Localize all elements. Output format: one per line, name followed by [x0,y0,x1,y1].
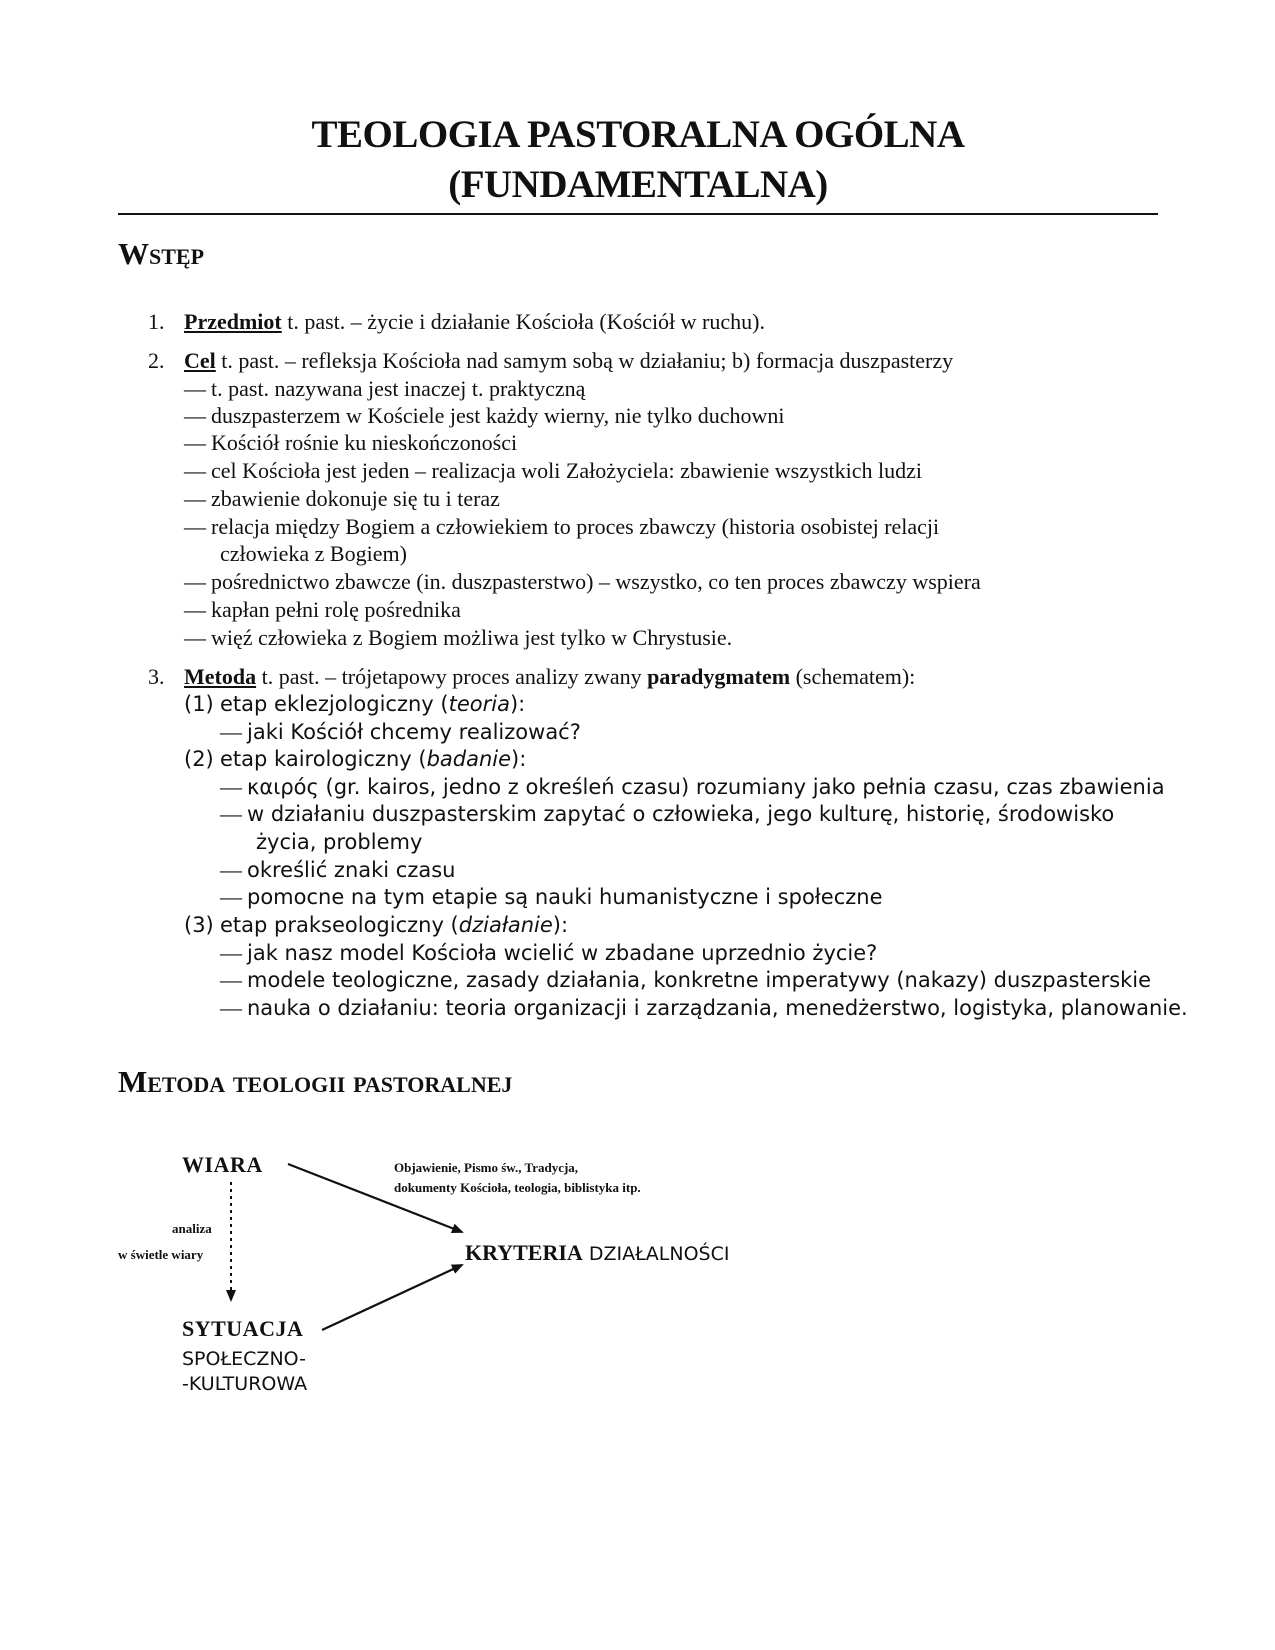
dash-bullet: — [184,376,206,401]
section-heading-intro: Wstęp [118,236,205,271]
goal-bullet: relacja między Bogiem a człowiekiem to proces zbawczy (historia osobistej relacji [211,514,940,539]
stage-3-bullet: nauka o działaniu: teoria organizacji i zarządzania, menedżerstwo, logistyka, planowanie. [247,996,1188,1020]
stage-1-text: etap eklezjologiczny ( [220,692,449,716]
list-item-goal-text: t. past. – refleksja Kościoła nad samym sobą w działaniu; b) formacja duszpasterzy [215,348,954,373]
dash-bullet: — [184,569,206,594]
goal-bullet: kapłan pełni rolę pośrednika [211,597,461,622]
stage-2-bullet-continuation: życia, problemy [256,830,423,854]
stage-label-2: (2) [184,747,214,771]
stage-label-1: (1) [184,692,214,716]
goal-bullet: zbawienie dokonuje się tu i teraz [211,486,500,511]
goal-bullet: t. past. nazywana jest inaczej t. praktyczną [211,376,586,401]
analysis-label-line2: w świetle wiary [118,1247,204,1262]
dash-bullet: — [220,967,242,992]
stage-2-bullet: określić znaki czasu [247,858,456,882]
node-faith: WIARA [182,1152,263,1177]
dash-bullet: — [184,625,206,650]
dash-bullet: — [220,940,242,965]
criteria-bold: KRYTERIA [465,1240,583,1265]
criteria-rest: DZIAŁALNOŚCI [582,1243,730,1265]
analysis-label-line1: analiza [172,1221,212,1236]
goal-bullet: cel Kościoła jest jeden – realizacja woli Założyciela: zbawienie wszystkich ludzi [211,458,923,483]
list-item-subject-text: t. past. – życie i działanie Kościoła (Kościół w ruchu). [281,309,765,334]
section-heading-method: Metoda teologii pastoralnej [118,1064,513,1099]
goal-bullet-continuation: człowieka z Bogiem) [220,541,407,566]
goal-bullet: pośrednictwo zbawcze (in. duszpasterstwo) – wszystko, co ten proces zbawczy wspiera [211,569,981,594]
list-number-2: 2. [148,348,165,373]
stage-2-bullet: καιρός (gr. kairos, jedno z określeń czasu) rozumiany jako pełnia czasu, czas zbawienia [247,775,1165,799]
stage-1-bullet: jaki Kościół chcemy realizować? [247,720,581,744]
keyword-method: Metoda [184,664,257,689]
situation-line3: -KULTUROWA [182,1373,308,1395]
stage-1-term: teoria [448,692,510,716]
stage-1-close: ): [509,692,526,716]
sources-label-line1: Objawienie, Pismo św., Tradycja, [394,1160,579,1175]
bold-term-paradigm: paradygmatem [647,664,791,689]
method-text-after: (schematem): [790,664,916,689]
stage-2-term: badanie [426,747,512,771]
dash-bullet: — [184,597,206,622]
keyword-subject: Przedmiot [184,309,282,334]
stage-3-bullet: jak nasz model Kościoła wcielić w zbadane uprzednio życie? [247,941,878,965]
dash-bullet: — [220,719,242,744]
stage-3-term: działanie [458,913,553,937]
sources-label-line2: dokumenty Kościoła, teologia, biblistyka itp. [394,1180,641,1195]
stage-2-bullet: w działaniu duszpasterskim zapytać o człowieka, jego kulturę, historię, środowisko [247,802,1115,826]
stage-3-bullet: modele teologiczne, zasady działania, konkretne imperatywy (nakazy) duszpasterskie [247,968,1152,992]
dash-bullet: — [220,995,242,1020]
stage-2-close: ): [511,747,527,771]
situation-to-criteria-arrow [322,1265,462,1330]
stage-label-3: (3) [184,913,214,937]
stage-3-close: ): [552,913,569,937]
document-title-line2: (FUNDAMENTALNA) [448,163,828,206]
dash-bullet: — [220,884,242,909]
dash-bullet: — [184,458,206,483]
dash-bullet: — [220,801,242,826]
node-criteria [465,1240,729,1267]
list-number-1: 1. [148,309,165,334]
keyword-goal: Cel [184,348,216,373]
dash-bullet: — [184,514,206,539]
situation-line2: SPOŁECZNO- [182,1348,306,1370]
dash-bullet: — [220,857,242,882]
dash-bullet: — [184,403,206,428]
stage-3-text: etap prakseologiczny ( [220,913,459,937]
list-number-3: 3. [148,664,165,689]
method-text-before: t. past. – trójetapowy proces analizy zwany [256,664,648,689]
stage-2-bullet: pomocne na tym etapie są nauki humanistyczne i społeczne [247,885,883,909]
dash-bullet: — [184,486,206,511]
node-situation: SYTUACJA [182,1316,304,1341]
goal-bullet: duszpasterzem w Kościele jest każdy wierny, nie tylko duchowni [211,403,785,428]
dash-bullet: — [220,774,242,799]
dash-bullet: — [184,430,206,455]
goal-bullet: więź człowieka z Bogiem możliwa jest tylko w Chrystusie. [211,625,733,650]
document-title-line1: TEOLOGIA PASTORALNA OGÓLNA [311,113,965,156]
stage-2-text: etap kairologiczny ( [220,747,427,771]
goal-bullet: Kościół rośnie ku nieskończoności [211,430,518,455]
